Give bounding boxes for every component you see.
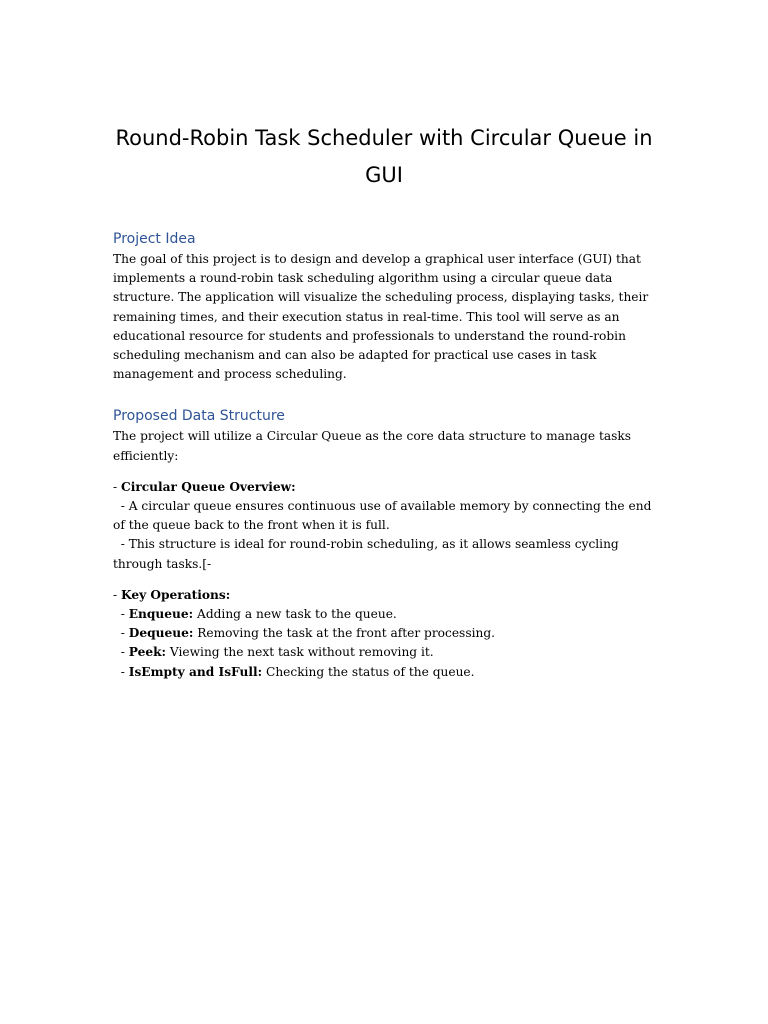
overview-label-line <box>113 478 661 497</box>
overview-item-1: - A circular queue ensures continuous use of available memory by connecting the end of the queue back to the front when it is full. <box>113 499 656 533</box>
operation-bullet: - <box>113 645 129 660</box>
section-heading-data-structure: Proposed Data Structure <box>113 408 285 425</box>
document-body <box>113 228 661 682</box>
operation-name: Enqueue: <box>128 607 194 622</box>
operation-name: Dequeue: <box>128 626 194 641</box>
operation-description: Adding a new task to the queue. <box>193 607 397 622</box>
operation-item <box>113 643 661 662</box>
section-heading-project-idea: Project Idea <box>113 231 196 247</box>
operation-description: Viewing the next task without removing it. <box>166 645 434 660</box>
overview-label: Circular Queue Overview: <box>121 479 296 494</box>
operation-item <box>113 624 661 643</box>
operation-item <box>113 605 661 624</box>
operation-bullet: - <box>113 626 129 641</box>
operation-bullet: - <box>113 664 129 679</box>
operation-item <box>113 663 661 682</box>
operations-label: Key Operations: <box>121 587 231 602</box>
operations-bullet: - <box>113 587 121 602</box>
project-idea-paragraph: The goal of this project is to design and develop a graphical user interface (GUI) that implements a round-robin task scheduling algorithm using a circular queue data structure. The application will visualize the scheduling process, displaying tasks, their remaining times, and their execution status in real-time. This tool will serve as an educational resource for students and professionals to understand the round-robin scheduling mechanism and can also be adapted for practical use cases in task management and process scheduling. <box>113 252 649 382</box>
operations-label-line <box>113 586 661 605</box>
operation-description: Removing the task at the front after processing. <box>193 626 495 641</box>
document-title: Round-Robin Task Scheduler with Circular Queue in GUI <box>115 126 653 187</box>
overview-bullet: - <box>113 479 121 494</box>
operation-name: IsEmpty and IsFull: <box>128 664 263 679</box>
overview-item-2: - This structure is ideal for round-robin scheduling, as it allows seamless cycling through tasks.[- <box>113 537 623 571</box>
operation-description: Checking the status of the queue. <box>262 664 475 679</box>
operation-name: Peek: <box>128 645 167 660</box>
data-structure-intro: The project will utilize a Circular Queue as the core data structure to manage tasks efficiently: <box>113 429 631 463</box>
operation-bullet: - <box>113 607 129 622</box>
circular-queue-overview <box>113 478 661 574</box>
key-operations <box>113 586 661 682</box>
